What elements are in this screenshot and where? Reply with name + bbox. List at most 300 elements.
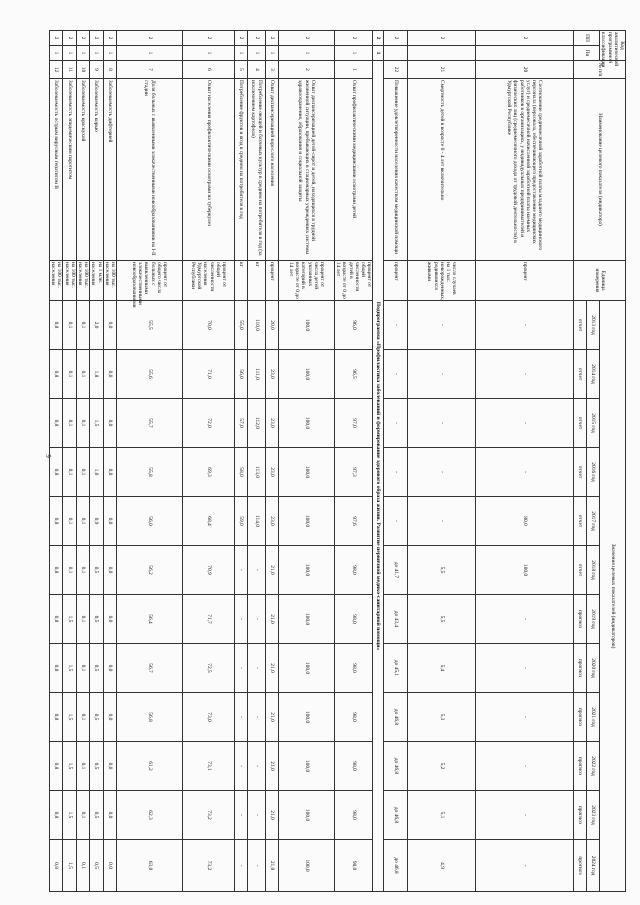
cell-pp: 2 [116, 31, 182, 46]
cell-pn: 1 [265, 46, 278, 61]
cell-value: 111,0 [247, 350, 265, 399]
cell-value: 0,0 [103, 742, 116, 791]
table-body [49, 31, 573, 892]
cell-value: - [247, 644, 265, 693]
cell-pn: 1 [103, 46, 116, 61]
cell-value: до 46,8 [384, 693, 408, 742]
cell-value: 59,0 [234, 497, 247, 546]
cell-value: 0,5 [90, 546, 103, 595]
cell-value: - [234, 840, 247, 892]
year-header: 2019 год [587, 595, 600, 644]
cell-value: 0,8 [49, 693, 62, 742]
cell-num: 12 [49, 61, 62, 79]
cell-value: 0,0 [103, 497, 116, 546]
num-header: № п/п [574, 61, 626, 79]
cell-value: 96,5 [334, 350, 372, 399]
cell-value: - [476, 301, 574, 350]
cell-unit: кг [247, 261, 265, 301]
cell-value: 1,5 [63, 595, 76, 644]
cell-pn: 1 [182, 46, 234, 61]
cell-name: Смертность детей в возрасте 0 - 4 лет включительно [408, 79, 476, 261]
cell-value: до 46,8 [384, 840, 408, 892]
cell-value: 0,8 [49, 448, 62, 497]
cell-value: 5,1 [408, 791, 476, 840]
cell-unit: кг [234, 261, 247, 301]
code-group-header: Код аналитической программной классификации [600, 32, 625, 68]
cell-num: 10 [76, 61, 89, 79]
cell-name: Заболеваемость дифтерией [103, 79, 116, 261]
cell-value: - [476, 791, 574, 840]
cell-value: 2,0 [90, 301, 103, 350]
cell-value: до 45,1 [384, 644, 408, 693]
cell-value: 71,0 [182, 350, 234, 399]
cell-value: - [247, 693, 265, 742]
cell-value: 113,0 [247, 448, 265, 497]
cell-pp: 2 [247, 31, 265, 46]
cell-value: 100,0 [278, 791, 334, 840]
cell-value: - [384, 497, 408, 546]
cell-value: 0,8 [49, 301, 62, 350]
table-row [76, 31, 89, 892]
cell-value: 0,0 [103, 301, 116, 350]
cell-num: 20 [476, 61, 574, 79]
cell-value: - [408, 497, 476, 546]
cell-value: 1,5 [63, 840, 76, 892]
cell-value: 56,7 [116, 644, 182, 693]
page-number: 9 [43, 454, 52, 458]
cell-value: 0,8 [49, 840, 62, 892]
section-pn: 1 [373, 46, 384, 61]
cell-value: 55,8 [116, 448, 182, 497]
cell-value: 0,1 [76, 595, 89, 644]
cell-unit: на 100 тыс. населения [103, 261, 116, 301]
cell-value: 97,0 [334, 399, 372, 448]
cell-value: 56,0 [116, 497, 182, 546]
cell-value: - [476, 399, 574, 448]
cell-value: 73,0 [182, 693, 234, 742]
cell-pp: 2 [334, 31, 372, 46]
cell-value: 23,0 [265, 448, 278, 497]
cell-value: 23,0 [265, 350, 278, 399]
cell-value: 0,0 [103, 448, 116, 497]
cell-num: 1 [334, 61, 372, 79]
cell-value: до 41,7 [384, 546, 408, 595]
unit-header: Единица измерения [574, 261, 626, 301]
cell-value: 68,4 [182, 497, 234, 546]
cell-num: 7 [116, 61, 182, 79]
cell-value: 0,8 [49, 791, 62, 840]
cell-value: 0,5 [90, 595, 103, 644]
cell-value: - [408, 399, 476, 448]
cell-pn: 1 [234, 46, 247, 61]
kind-header: прогноз [574, 595, 587, 644]
cell-num: 21 [408, 61, 476, 79]
cell-value: - [476, 644, 574, 693]
cell-value: 0,1 [76, 546, 89, 595]
cell-value: до 46,8 [384, 742, 408, 791]
cell-value: 0,1 [76, 448, 89, 497]
cell-pn: 1 [90, 46, 103, 61]
table-row [234, 31, 247, 892]
cell-value: 69,3 [182, 448, 234, 497]
cell-value: - [384, 350, 408, 399]
cell-value: - [234, 546, 247, 595]
cell-value: до 46,8 [384, 791, 408, 840]
kind-header: прогноз [574, 644, 587, 693]
cell-unit: на 100 тыс. населения [49, 261, 62, 301]
cell-value: 21,0 [265, 693, 278, 742]
cell-value: 0,1 [76, 791, 89, 840]
cell-value: 63,0 [116, 840, 182, 892]
cell-value: 21,0 [265, 546, 278, 595]
cell-num: 3 [265, 61, 278, 79]
cell-value: 97,6 [334, 497, 372, 546]
cell-value: - [476, 350, 574, 399]
cell-value: 70,9 [182, 546, 234, 595]
cell-value: 0,1 [76, 350, 89, 399]
cell-value: - [476, 693, 574, 742]
kind-header: прогноз [574, 840, 587, 892]
cell-value: - [476, 595, 574, 644]
cell-pp: 2 [76, 31, 89, 46]
kind-header: отчет [574, 399, 587, 448]
cell-value: 56,4 [116, 595, 182, 644]
year-header: 2015 год [587, 399, 600, 448]
cell-pn: 1 [76, 46, 89, 61]
cell-pn: 1 [278, 46, 334, 61]
cell-value: - [247, 791, 265, 840]
cell-value: 0,1 [76, 399, 89, 448]
cell-value: 0,1 [63, 497, 76, 546]
kind-header: прогноз [574, 693, 587, 742]
cell-unit: число случаев на 1 тыс. новорожденных, родившихся живыми [408, 261, 476, 301]
cell-unit: на 100 тыс. населения [63, 261, 76, 301]
cell-value: 98,0 [334, 595, 372, 644]
cell-value: 73,2 [182, 840, 234, 892]
cell-value: 0,1 [76, 742, 89, 791]
cell-pn: 1 [334, 46, 372, 61]
cell-value: 98,0 [334, 644, 372, 693]
cell-value: 0,0 [103, 840, 116, 892]
subprogram-section-row [373, 31, 384, 892]
cell-pp: 2 [49, 31, 62, 46]
cell-name: Повышение удовлетворенности населения качеством медицинской помощи [384, 79, 408, 261]
cell-value: - [476, 742, 574, 791]
cell-pp: 2 [476, 31, 574, 46]
cell-value: 112,0 [247, 399, 265, 448]
cell-value: 97,3 [334, 448, 372, 497]
year-header: 2016 год [587, 448, 600, 497]
cell-value: 55,0 [234, 301, 247, 350]
year-header: 2020 год [587, 644, 600, 693]
cell-num: 11 [63, 61, 76, 79]
cell-value: 0,5 [90, 840, 103, 892]
cell-value: 98,0 [334, 840, 372, 892]
cell-unit: процент [476, 261, 574, 301]
cell-num: 2 [278, 61, 334, 79]
cell-value: 0,0 [103, 693, 116, 742]
table-row [63, 31, 76, 892]
cell-value: 71,7 [182, 595, 234, 644]
cell-value: 1,5 [63, 742, 76, 791]
cell-value: 1,5 [63, 791, 76, 840]
cell-num: 4 [247, 61, 265, 79]
rotated-table-container [50, 30, 626, 892]
cell-name: Заболеваемость корью [90, 79, 103, 261]
cell-value: 100,0 [278, 546, 334, 595]
cell-value: - [234, 791, 247, 840]
year-header: 2017 год [587, 497, 600, 546]
cell-pp: 2 [265, 31, 278, 46]
cell-pp: 2 [63, 31, 76, 46]
cell-value: - [247, 595, 265, 644]
cell-value: - [384, 301, 408, 350]
cell-value: 1,5 [63, 693, 76, 742]
cell-value: 5,5 [408, 546, 476, 595]
cell-unit: процент от общей численности населения Удмуртской Республики [182, 261, 234, 301]
cell-value: 20,0 [265, 301, 278, 350]
cell-value: 100,0 [278, 693, 334, 742]
cell-name: Охват диспансеризацией взрослого населения [265, 79, 278, 261]
cell-value: 5,2 [408, 742, 476, 791]
cell-value: 21,0 [265, 840, 278, 892]
cell-value: до 43,4 [384, 595, 408, 644]
cell-pn [476, 46, 574, 61]
kind-header: отчет [574, 448, 587, 497]
kind-header: отчет [574, 350, 587, 399]
cell-value: 0,5 [90, 791, 103, 840]
year-header: 2021 год [587, 693, 600, 742]
cell-name: Заболеваемость эпидемическим паротитом [63, 79, 76, 261]
cell-value: 23,0 [265, 399, 278, 448]
cell-value: 1,0 [90, 448, 103, 497]
kind-header: отчет [574, 301, 587, 350]
cell-value: 0,8 [49, 644, 62, 693]
cell-value: 21,0 [265, 742, 278, 791]
cell-name: Потребление овощей и бахчевых культур в среднем на потребителя в год (за исключением картофеля) [247, 79, 265, 261]
kind-header: отчет [574, 546, 587, 595]
cell-value: - [234, 742, 247, 791]
year-header: 2013 год [587, 301, 600, 350]
cell-pn [384, 46, 408, 61]
cell-value: 4,9 [408, 840, 476, 892]
cell-value: 58,0 [234, 448, 247, 497]
cell-value: 21,0 [265, 644, 278, 693]
cell-value: 0,8 [49, 546, 62, 595]
cell-value: 0,0 [103, 644, 116, 693]
cell-pp: 2 [182, 31, 234, 46]
cell-name: Доля больных с выявленными злокачественными новообразованиями на I-II стадии [116, 79, 182, 261]
cell-value: 21,0 [265, 791, 278, 840]
values-title-header: Значения целевых показателей (индикаторов) [600, 301, 626, 892]
cell-value: 0,8 [49, 497, 62, 546]
cell-value: 56,8 [116, 693, 182, 742]
cell-value: 72,0 [182, 399, 234, 448]
cell-pn: 1 [49, 46, 62, 61]
cell-value: 0,1 [63, 399, 76, 448]
cell-value: 23,0 [265, 497, 278, 546]
cell-value: 100,0 [476, 546, 574, 595]
cell-pp: 2 [384, 31, 408, 46]
cell-num: 5 [234, 61, 247, 79]
cell-pp: 2 [234, 31, 247, 46]
cell-num: 8 [103, 61, 116, 79]
cell-value: 0,0 [103, 595, 116, 644]
cell-value: 5,5 [408, 595, 476, 644]
cell-unit: на 100 тыс. населения [76, 261, 89, 301]
cell-unit: процент [384, 261, 408, 301]
cell-unit: на 1 млн. населения [90, 261, 103, 301]
pp-header: ПП [574, 31, 600, 46]
cell-value: 70,0 [182, 301, 234, 350]
cell-value: 61,2 [116, 742, 182, 791]
table-row [476, 31, 574, 892]
cell-value: 73,1 [182, 742, 234, 791]
cell-num: 9 [90, 61, 103, 79]
table-row [49, 31, 62, 892]
year-header: 2024 год [587, 840, 600, 892]
cell-value: 62,3 [116, 791, 182, 840]
cell-value: 0,5 [90, 644, 103, 693]
year-header: 2018 год [587, 546, 600, 595]
cell-value: 0,8 [49, 595, 62, 644]
pn-header: Пп [574, 46, 600, 61]
cell-value: - [384, 448, 408, 497]
cell-pn: 1 [63, 46, 76, 61]
cell-value: 98,0 [334, 742, 372, 791]
cell-value: 100,0 [278, 497, 334, 546]
cell-value: - [247, 840, 265, 892]
cell-value: 0,1 [76, 840, 89, 892]
cell-value: 0,1 [76, 644, 89, 693]
year-header: 2014 год [587, 350, 600, 399]
cell-value: 100,0 [278, 350, 334, 399]
cell-value: 1,5 [63, 644, 76, 693]
cell-pp: 2 [278, 31, 334, 46]
cell-value: 56,0 [234, 350, 247, 399]
cell-unit: процент от общей численности детей в возрасте от 0 до 14 лет [335, 262, 373, 299]
cell-value: 0,8 [49, 742, 62, 791]
cell-value: 0,1 [76, 301, 89, 350]
cell-value: - [234, 595, 247, 644]
kind-header: отчет [574, 497, 587, 546]
cell-value: 0,8 [49, 399, 62, 448]
year-header: 2022 год [587, 742, 600, 791]
cell-value: 80,0 [476, 497, 574, 546]
cell-value: - [384, 399, 408, 448]
table-row [384, 31, 408, 892]
cell-unit: процент от общего числа больных с выявленными злокачественными новообразованиями [116, 261, 182, 301]
cell-value: 0,0 [103, 350, 116, 399]
cell-num: 22 [384, 61, 408, 79]
table-holder [50, 30, 626, 892]
table-row [278, 31, 334, 892]
cell-value: 100,0 [278, 644, 334, 693]
year-header: 2023 год [587, 791, 600, 840]
cell-value: - [247, 546, 265, 595]
cell-value: 73,2 [182, 791, 234, 840]
cell-pn: 1 [247, 46, 265, 61]
cell-value: 100,0 [278, 301, 334, 350]
cell-value: 0,1 [63, 301, 76, 350]
cell-value: 5,3 [408, 693, 476, 742]
cell-value: 0,1 [63, 350, 76, 399]
cell-value: 100,0 [278, 840, 334, 892]
cell-value: 0,5 [90, 693, 103, 742]
name-header: Наименование целевого показателя (индикатора) [574, 79, 626, 261]
cell-unit: процент от числа детей указанных категорий в возрасте от 0 до 14 лет [278, 261, 334, 301]
cell-value: 98,0 [334, 546, 372, 595]
table-row [116, 31, 182, 892]
indicators-table [49, 30, 626, 892]
cell-num: 6 [182, 61, 234, 79]
table-row [247, 31, 265, 892]
cell-value: 0,0 [103, 399, 116, 448]
table-row [182, 31, 234, 892]
cell-value: - [408, 350, 476, 399]
cell-value: 0,1 [76, 497, 89, 546]
cell-name: Заболеваемость острым вирусным гепатитом В [49, 79, 62, 261]
cell-value: - [234, 644, 247, 693]
section-pp: 2 [373, 31, 384, 46]
cell-name: Потребление фруктов и ягод в среднем на потребителя в год [234, 79, 247, 261]
cell-name: Охват диспансеризацией детей-сирот и детей, находящихся в трудной жизненной ситуации, пребывающих в стационарных учреждениях системы здравоохранения, образования и социальной защиты [278, 79, 334, 261]
cell-value: - [476, 448, 574, 497]
cell-value: 72,5 [182, 644, 234, 693]
table-row [103, 31, 116, 892]
cell-value: 110,0 [247, 301, 265, 350]
cell-value: 98,0 [334, 693, 372, 742]
cell-value: 55,6 [116, 350, 182, 399]
cell-name: Заболеваемость краснухой [76, 79, 89, 261]
cell-value: - [408, 448, 476, 497]
cell-value: 56,2 [116, 546, 182, 595]
cell-value: 114,0 [247, 497, 265, 546]
cell-name: Соотношение среднемесячной заработной платы младшего медицинского персонала (персонала, обеспечивающего предоставление медицинских услуг) и среднемесячной начисленной заработной платы наемных работников в организациях, у индивидуальных предпринимателей и физических лиц (среднемесячного дохода от трудовой деятельности) в Удмуртской Республике [476, 79, 574, 261]
cell-value: 100,0 [278, 742, 334, 791]
cell-pn [408, 46, 476, 61]
cell-value: 5,4 [408, 644, 476, 693]
cell-value: 0,0 [103, 546, 116, 595]
cell-value: 0,1 [63, 546, 76, 595]
cell-pp: 2 [408, 31, 476, 46]
cell-value: 0,9 [90, 497, 103, 546]
cell-value: - [476, 840, 574, 892]
cell-value: - [247, 742, 265, 791]
cell-pp: 2 [103, 31, 116, 46]
cell-value: 100,0 [278, 595, 334, 644]
cell-name: Охват населения профилактическими осмотрами на туберкулез [182, 79, 234, 261]
cell-value: 21,0 [265, 595, 278, 644]
cell-value: 100,0 [278, 448, 334, 497]
table-row [90, 31, 103, 892]
cell-value: - [234, 693, 247, 742]
cell-pn: 1 [116, 46, 182, 61]
cell-value: - [408, 301, 476, 350]
cell-value: 0,1 [63, 448, 76, 497]
cell-pp: 2 [90, 31, 103, 46]
cell-name: Охват профилактическими медицинскими осмотрами детей [334, 79, 372, 261]
cell-value: 0,0 [103, 791, 116, 840]
cell-unit: процент [265, 261, 278, 301]
table-row [265, 31, 278, 892]
cell-value: 0,8 [49, 350, 62, 399]
table-row [408, 31, 476, 892]
cell-value: 57,0 [234, 399, 247, 448]
cell-value: 55,7 [116, 399, 182, 448]
cell-value: 0,5 [90, 742, 103, 791]
cell-value: 55,5 [116, 301, 182, 350]
